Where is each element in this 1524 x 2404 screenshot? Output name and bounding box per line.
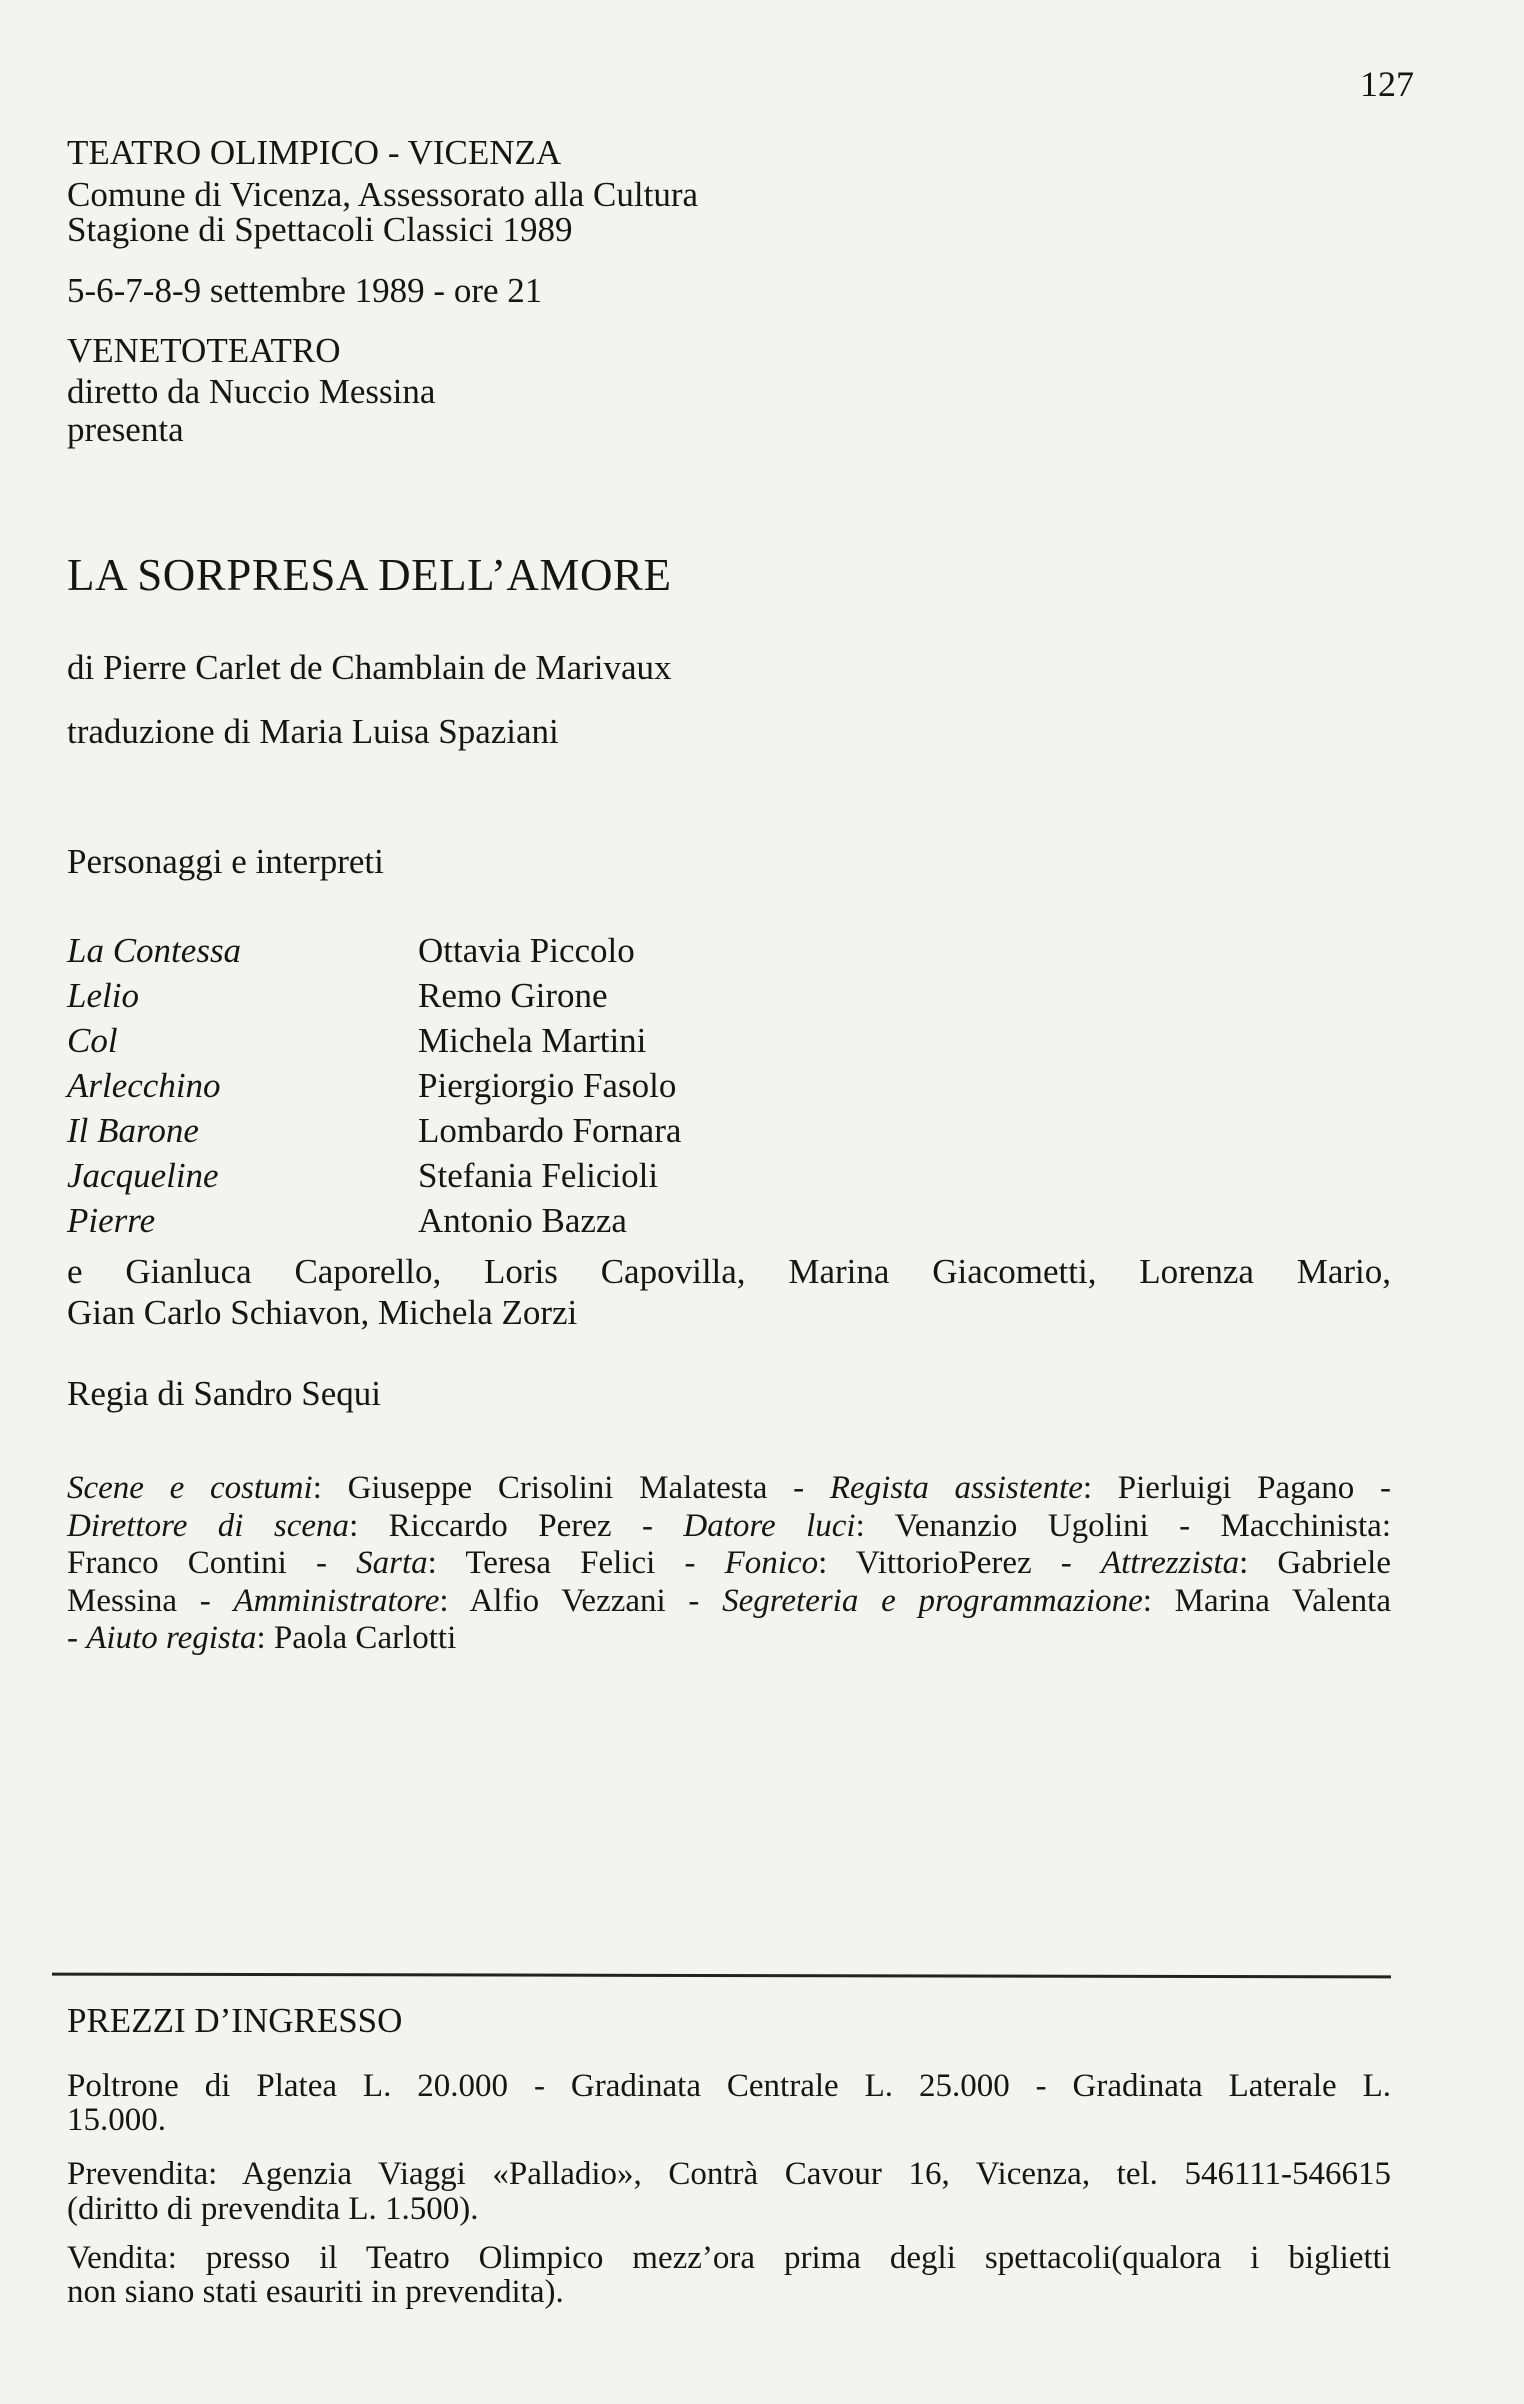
price-info-line: Prevendita: Agenzia Viaggi «Palladio», Contrà Cavour 16, Vicenza, tel. 546111-546615 [67,2156,1391,2192]
credits-line [67,1620,456,1657]
credit-name: : Teresa Felici - [427,1545,725,1581]
cast-role: La Contessa [67,931,242,970]
season-line: Stagione di Spettacoli Classici 1989 [67,210,573,249]
credit-name: : Alfio Vezzani - [439,1582,723,1619]
cast-role: Jacqueline [67,1156,219,1195]
credit-role: Aiuto regista [86,1620,257,1656]
credit-role: Segreteria e programmazione [722,1582,1143,1619]
company-director: diretto da Nuccio Messina [67,372,436,411]
cast-role: Pierre [67,1201,156,1240]
play-title: LA SORPRESA DELL’AMORE [67,550,672,600]
credit-role: Attrezzista [1100,1545,1240,1581]
credit-role: Amministratore [233,1582,440,1619]
cast-actor: Antonio Bazza [418,1201,627,1240]
play-author: di Pierre Carlet de Chamblain de Marivaux [67,648,672,687]
credit-name: : Giuseppe Crisolini Malatesta - [312,1470,830,1506]
cast-actor: Piergiorgio Fasolo [418,1066,677,1105]
dates-line: 5-6-7-8-9 settembre 1989 - ore 21 [67,271,543,310]
credit-name: - [67,1620,87,1656]
play-translation: traduzione di Maria Luisa Spaziani [67,712,559,751]
credit-role: Direttore di scena [67,1507,350,1544]
credit-name: : Pierluigi Pagano - [1082,1470,1392,1506]
direction-credit: Regia di Sandro Sequi [67,1374,381,1413]
credits-line [67,1583,1391,1620]
cast-actor: Lombardo Fornara [418,1111,682,1150]
cast-role: Lelio [67,976,139,1015]
organizer-line: Comune di Vicenza, Assessorato alla Cultura [67,175,699,214]
venue-heading: TEATRO OLIMPICO - VICENZA [67,133,562,172]
price-info-line: 15.000. [67,2102,166,2138]
credit-name: : Riccardo Perez - [349,1507,684,1544]
price-info-line: non siano stati esauriti in prevendita). [67,2274,564,2310]
cast-actor: Michela Martini [418,1021,647,1060]
cast-actor: Remo Girone [418,976,608,1015]
credit-name: : Paola Carlotti [256,1620,457,1656]
price-info-line: Vendita: presso il Teatro Olimpico mezz’ora prima degli spettacoli(qualora i biglietti [67,2240,1391,2276]
cast-role: Col [67,1021,118,1060]
credit-role: Regista assistente [829,1470,1083,1506]
credit-name: Franco Contini - [67,1545,357,1581]
credit-name: : VittorioPerez - [818,1545,1101,1581]
price-info-line: Poltrone di Platea L. 20.000 - Gradinata Centrale L. 25.000 - Gradinata Laterale L. [67,2068,1391,2104]
credits-line [67,1545,1391,1582]
cast-role: Il Barone [67,1111,199,1150]
credits-line [67,1470,1391,1507]
divider-rule [52,1973,1391,1979]
cast-heading: Personaggi e interpreti [67,842,384,881]
cast-actor: Stefania Felicioli [418,1156,659,1195]
company-name: VENETOTEATRO [67,331,341,370]
supporting-cast-line: Gian Carlo Schiavon, Michela Zorzi [67,1293,578,1332]
credit-name: Messina - [67,1582,234,1619]
cast-actor: Ottavia Piccolo [418,931,635,970]
presents-line: presenta [67,410,184,449]
supporting-cast-line: e Gianluca Caporello, Loris Capovilla, Marina Giacometti, Lorenza Mario, [67,1252,1391,1291]
credit-name: : Venanzio Ugolini - Macchinista: [855,1507,1391,1544]
price-info-line: (diritto di prevendita L. 1.500). [67,2191,479,2227]
cast-role: Arlecchino [67,1066,221,1105]
credit-role: Fonico [724,1545,819,1581]
credit-role: Sarta [356,1545,428,1581]
credits-line [67,1508,1391,1545]
credit-name: : Gabriele [1239,1545,1392,1581]
credit-role: Datore luci [683,1507,856,1544]
page-number: 127 [1360,64,1414,104]
prices-heading: PREZZI D’INGRESSO [67,2001,403,2040]
credit-name: : Marina Valenta [1142,1582,1391,1619]
credit-role: Scene e costumi [67,1470,313,1506]
